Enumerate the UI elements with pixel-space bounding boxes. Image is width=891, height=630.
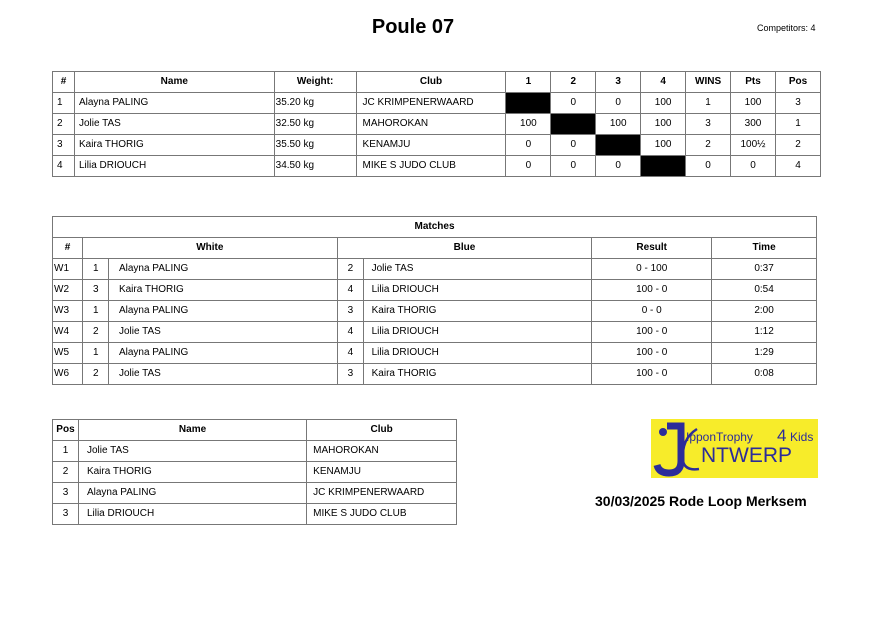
score-cell: 0 <box>506 156 551 177</box>
blue-name: Lilia DRIOUCH <box>363 280 592 301</box>
competitor-club: JC KRIMPENERWAARD <box>356 93 506 114</box>
white-number: 1 <box>82 343 108 364</box>
rank-position: 3 <box>53 504 79 525</box>
points-cell: 300 <box>731 114 776 135</box>
blue-number: 4 <box>337 322 363 343</box>
match-result: 0 - 0 <box>592 301 712 322</box>
match-id: W4 <box>53 322 83 343</box>
col-header-number: # <box>53 72 75 93</box>
col-header-2: 2 <box>551 72 596 93</box>
competitor-number: 4 <box>53 156 75 177</box>
competitor-name: Kaira THORIG <box>74 135 274 156</box>
competitor-name: Jolie TAS <box>74 114 274 135</box>
competitors-count: Competitors: 4 <box>757 23 816 33</box>
blue-number: 4 <box>337 343 363 364</box>
position-cell: 2 <box>775 135 820 156</box>
white-number: 1 <box>82 259 108 280</box>
poule-table <box>52 71 821 177</box>
match-id: W5 <box>53 343 83 364</box>
col-header-club: Club <box>356 72 506 93</box>
table-row <box>53 343 817 364</box>
competitor-name: Alayna PALING <box>74 93 274 114</box>
logo-kids: Kids <box>790 430 814 444</box>
competitor-number: 3 <box>53 135 75 156</box>
match-time: 2:00 <box>712 301 817 322</box>
score-cell: 0 <box>596 93 641 114</box>
competitor-weight: 32.50 kg <box>274 114 356 135</box>
rank-club: MAHOROKAN <box>307 441 457 462</box>
logo-four: 4 <box>777 426 787 445</box>
match-time: 0:37 <box>712 259 817 280</box>
competitor-weight: 34.50 kg <box>274 156 356 177</box>
rank-name: Jolie TAS <box>78 441 306 462</box>
white-number: 3 <box>82 280 108 301</box>
table-row <box>53 301 817 322</box>
rank-position: 3 <box>53 483 79 504</box>
match-result: 0 - 100 <box>592 259 712 280</box>
table-row <box>53 462 457 483</box>
match-id: W2 <box>53 280 83 301</box>
match-time: 0:54 <box>712 280 817 301</box>
score-cell: 100 <box>641 114 686 135</box>
match-result: 100 - 0 <box>592 343 712 364</box>
matches-caption-row <box>53 217 817 238</box>
ippon-trophy-logo <box>651 419 818 478</box>
matches-caption: Matches <box>53 217 817 238</box>
col-header-pts: Pts <box>731 72 776 93</box>
col-header-time: Time <box>712 238 817 259</box>
match-result: 100 - 0 <box>592 322 712 343</box>
score-cell: 0 <box>596 156 641 177</box>
points-cell: 0 <box>731 156 776 177</box>
logo-line1: IpponTrophy <box>686 430 753 444</box>
position-cell: 4 <box>775 156 820 177</box>
score-cell: 0 <box>551 156 596 177</box>
col-header-name: Name <box>78 420 306 441</box>
competitor-club: MAHOROKAN <box>356 114 506 135</box>
white-name: Kaira THORIG <box>108 280 337 301</box>
score-cell: 100 <box>506 114 551 135</box>
score-cell: 100 <box>641 93 686 114</box>
blue-number: 3 <box>337 301 363 322</box>
position-cell: 1 <box>775 114 820 135</box>
col-header-blue: Blue <box>337 238 592 259</box>
table-row <box>53 441 457 462</box>
table-row <box>53 483 457 504</box>
competitor-club: MIKE S JUDO CLUB <box>356 156 506 177</box>
white-name: Jolie TAS <box>108 364 337 385</box>
white-number: 2 <box>82 322 108 343</box>
match-time: 1:29 <box>712 343 817 364</box>
wins-cell: 3 <box>686 114 731 135</box>
white-number: 1 <box>82 301 108 322</box>
blue-name: Lilia DRIOUCH <box>363 343 592 364</box>
table-row <box>53 135 821 156</box>
table-row <box>53 93 821 114</box>
col-header-1: 1 <box>506 72 551 93</box>
rank-name: Alayna PALING <box>78 483 306 504</box>
blue-name: Jolie TAS <box>363 259 592 280</box>
white-name: Alayna PALING <box>108 343 337 364</box>
col-header-wins: WINS <box>686 72 731 93</box>
match-result: 100 - 0 <box>592 364 712 385</box>
table-row <box>53 114 821 135</box>
match-result: 100 - 0 <box>592 280 712 301</box>
competitor-name: Lilia DRIOUCH <box>74 156 274 177</box>
table-row <box>53 280 817 301</box>
logo-line2: NTWERP <box>701 444 792 467</box>
rank-club: MIKE S JUDO CLUB <box>307 504 457 525</box>
blue-number: 2 <box>337 259 363 280</box>
match-id: W6 <box>53 364 83 385</box>
ranking-header-row <box>53 420 457 441</box>
poule-header-row <box>53 72 821 93</box>
score-cell: 100 <box>641 135 686 156</box>
col-header-match-number: # <box>53 238 83 259</box>
col-header-result: Result <box>592 238 712 259</box>
col-header-name: Name <box>74 72 274 93</box>
col-header-4: 4 <box>641 72 686 93</box>
matches-header-row <box>53 238 817 259</box>
score-cell: 0 <box>551 135 596 156</box>
points-cell: 100½ <box>731 135 776 156</box>
competitor-number: 1 <box>53 93 75 114</box>
match-time: 0:08 <box>712 364 817 385</box>
competitor-weight: 35.20 kg <box>274 93 356 114</box>
blue-number: 4 <box>337 280 363 301</box>
event-date-location: 30/03/2025 Rode Loop Merksem <box>595 493 807 509</box>
blue-number: 3 <box>337 364 363 385</box>
match-id: W1 <box>53 259 83 280</box>
self-cell <box>506 93 551 114</box>
rank-name: Kaira THORIG <box>78 462 306 483</box>
match-time: 1:12 <box>712 322 817 343</box>
score-cell: 100 <box>596 114 641 135</box>
col-header-3: 3 <box>596 72 641 93</box>
score-cell: 0 <box>551 93 596 114</box>
wins-cell: 0 <box>686 156 731 177</box>
matches-table <box>52 216 817 385</box>
blue-name: Kaira THORIG <box>363 301 592 322</box>
competitor-number: 2 <box>53 114 75 135</box>
rank-name: Lilia DRIOUCH <box>78 504 306 525</box>
competitor-club: KENAMJU <box>356 135 506 156</box>
wins-cell: 2 <box>686 135 731 156</box>
ranking-table <box>52 419 457 525</box>
col-header-pos: Pos <box>53 420 79 441</box>
col-header-weight: Weight: <box>274 72 356 93</box>
table-row <box>53 504 457 525</box>
white-name: Alayna PALING <box>108 301 337 322</box>
rank-position: 1 <box>53 441 79 462</box>
self-cell <box>596 135 641 156</box>
blue-name: Kaira THORIG <box>363 364 592 385</box>
position-cell: 3 <box>775 93 820 114</box>
points-cell: 100 <box>731 93 776 114</box>
match-id: W3 <box>53 301 83 322</box>
rank-position: 2 <box>53 462 79 483</box>
competitor-weight: 35.50 kg <box>274 135 356 156</box>
white-number: 2 <box>82 364 108 385</box>
col-header-pos: Pos <box>775 72 820 93</box>
white-name: Jolie TAS <box>108 322 337 343</box>
wins-cell: 1 <box>686 93 731 114</box>
table-row <box>53 259 817 280</box>
page-title: Poule 07 <box>371 16 455 38</box>
logo-dot <box>659 428 667 436</box>
rank-club: JC KRIMPENERWAARD <box>307 483 457 504</box>
blue-name: Lilia DRIOUCH <box>363 322 592 343</box>
table-row <box>53 364 817 385</box>
self-cell <box>551 114 596 135</box>
col-header-white: White <box>82 238 337 259</box>
rank-club: KENAMJU <box>307 462 457 483</box>
white-name: Alayna PALING <box>108 259 337 280</box>
table-row <box>53 156 821 177</box>
self-cell <box>641 156 686 177</box>
table-row <box>53 322 817 343</box>
score-cell: 0 <box>506 135 551 156</box>
col-header-club: Club <box>307 420 457 441</box>
